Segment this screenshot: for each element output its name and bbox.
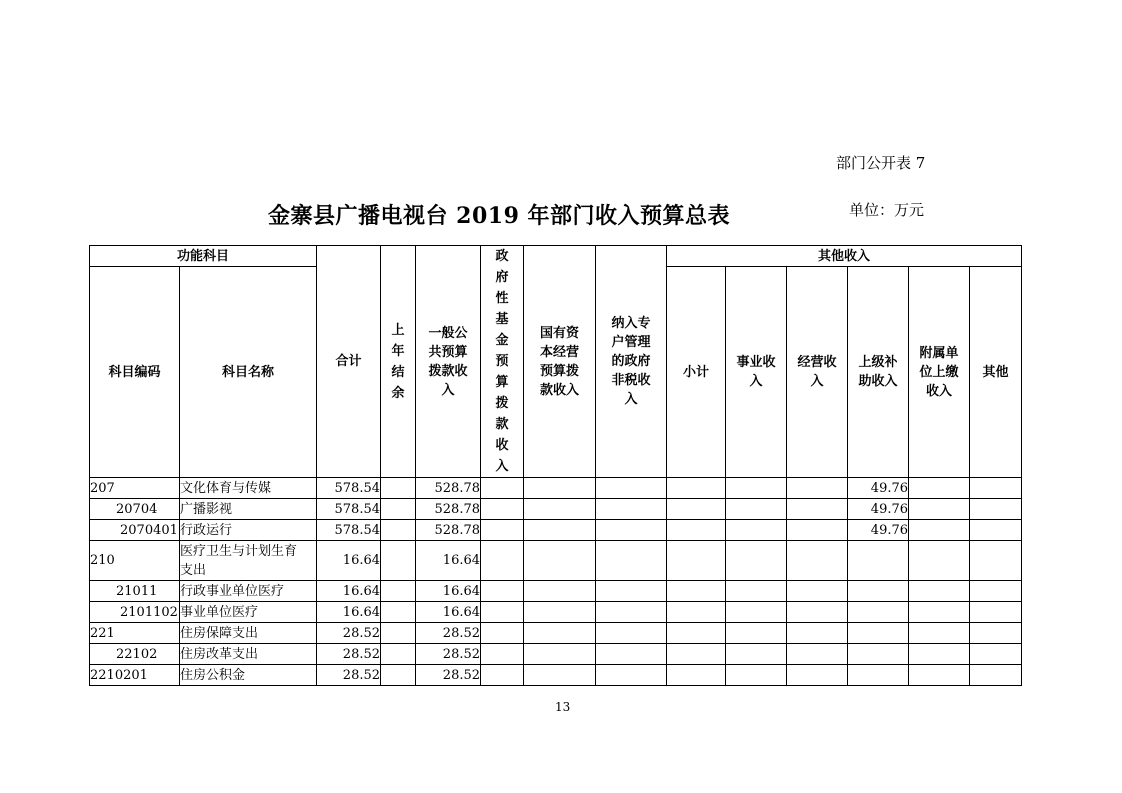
cell-general: 28.52	[416, 644, 481, 665]
cell-total: 16.64	[317, 602, 381, 623]
header-other-income: 其他收入	[667, 246, 1022, 267]
cell-other	[970, 520, 1022, 541]
cell-nontax	[596, 665, 667, 686]
header-operating-label: 经营收入	[797, 355, 837, 390]
cell-general: 28.52	[416, 623, 481, 644]
cell-affiliated	[909, 665, 970, 686]
cell-general: 528.78	[416, 520, 481, 541]
cell-gov-fund	[481, 478, 524, 499]
cell-business	[726, 623, 787, 644]
cell-nontax	[596, 499, 667, 520]
cell-business	[726, 644, 787, 665]
cell-name: 广播影视	[180, 499, 317, 520]
cell-carryover	[381, 478, 416, 499]
cell-gov-fund	[481, 644, 524, 665]
cell-general: 28.52	[416, 665, 481, 686]
header-carryover-label: 上年结余	[391, 322, 405, 401]
cell-subtotal	[667, 478, 726, 499]
cell-superior	[848, 602, 909, 623]
unit-label: 单位：万元	[849, 201, 925, 219]
cell-carryover	[381, 499, 416, 520]
cell-code: 22102	[90, 644, 180, 665]
cell-subtotal	[667, 499, 726, 520]
cell-carryover	[381, 644, 416, 665]
cell-gov-fund	[481, 665, 524, 686]
header-superior	[848, 267, 909, 478]
cell-other	[970, 581, 1022, 602]
cell-carryover	[381, 602, 416, 623]
cell-other	[970, 644, 1022, 665]
header-subtotal: 小计	[667, 267, 726, 478]
cell-nontax	[596, 520, 667, 541]
header-operating	[787, 267, 848, 478]
cell-nontax	[596, 623, 667, 644]
cell-nontax	[596, 541, 667, 581]
cell-business	[726, 541, 787, 581]
header-gov-fund-label: 政府性基金预算拨款收入	[495, 249, 509, 474]
cell-general: 16.64	[416, 541, 481, 581]
cell-code: 2070401	[90, 520, 180, 541]
cell-code: 2101102	[90, 602, 180, 623]
cell-business	[726, 499, 787, 520]
cell-state-capital	[524, 499, 596, 520]
header-affiliated	[909, 267, 970, 478]
cell-business	[726, 665, 787, 686]
cell-nontax	[596, 581, 667, 602]
table-row	[90, 581, 1022, 602]
cell-affiliated	[909, 602, 970, 623]
cell-nontax	[596, 644, 667, 665]
cell-state-capital	[524, 623, 596, 644]
cell-carryover	[381, 520, 416, 541]
cell-business	[726, 478, 787, 499]
cell-subtotal	[667, 520, 726, 541]
cell-superior	[848, 541, 909, 581]
budget-table	[89, 245, 1022, 686]
cell-operating	[787, 644, 848, 665]
cell-gov-fund	[481, 623, 524, 644]
cell-state-capital	[524, 665, 596, 686]
cell-general: 528.78	[416, 499, 481, 520]
cell-code: 210	[90, 541, 180, 581]
cell-superior	[848, 665, 909, 686]
cell-total: 28.52	[317, 644, 381, 665]
cell-code: 207	[90, 478, 180, 499]
cell-business	[726, 602, 787, 623]
cell-operating	[787, 520, 848, 541]
table-row	[90, 602, 1022, 623]
cell-affiliated	[909, 520, 970, 541]
cell-nontax	[596, 602, 667, 623]
cell-state-capital	[524, 602, 596, 623]
cell-total: 16.64	[317, 541, 381, 581]
table-row	[90, 499, 1022, 520]
cell-name: 行政运行	[180, 520, 317, 541]
cell-carryover	[381, 623, 416, 644]
cell-other	[970, 602, 1022, 623]
cell-total: 578.54	[317, 520, 381, 541]
cell-gov-fund	[481, 602, 524, 623]
cell-state-capital	[524, 541, 596, 581]
cell-affiliated	[909, 644, 970, 665]
header-total	[317, 246, 381, 478]
header-superior-label: 上级补助收入	[858, 355, 898, 390]
cell-nontax	[596, 478, 667, 499]
cell-subtotal	[667, 623, 726, 644]
cell-total: 28.52	[317, 623, 381, 644]
header-function-subject: 功能科目	[90, 246, 317, 267]
cell-state-capital	[524, 478, 596, 499]
cell-name: 事业单位医疗	[180, 602, 317, 623]
cell-subtotal	[667, 541, 726, 581]
cell-business	[726, 581, 787, 602]
cell-general: 528.78	[416, 478, 481, 499]
header-carryover	[381, 246, 416, 478]
cell-total: 16.64	[317, 581, 381, 602]
cell-superior	[848, 623, 909, 644]
cell-subtotal	[667, 644, 726, 665]
cell-other	[970, 499, 1022, 520]
cell-general: 16.64	[416, 581, 481, 602]
cell-other	[970, 478, 1022, 499]
header-state-capital-label: 国有资本经营预算拨款收入	[540, 325, 580, 398]
cell-operating	[787, 623, 848, 644]
cell-operating	[787, 478, 848, 499]
header-nontax-label: 纳入专户管理的政府非税收入	[611, 316, 651, 407]
cell-carryover	[381, 581, 416, 602]
cell-affiliated	[909, 478, 970, 499]
table-row	[90, 623, 1022, 644]
cell-code: 21011	[90, 581, 180, 602]
cell-state-capital	[524, 644, 596, 665]
cell-code: 2210201	[90, 665, 180, 686]
table-row	[90, 520, 1022, 541]
cell-name: 行政事业单位医疗	[180, 581, 317, 602]
cell-gov-fund	[481, 581, 524, 602]
cell-other	[970, 541, 1022, 581]
cell-superior: 49.76	[848, 520, 909, 541]
cell-name-text: 医疗卫生与计划生育支出	[180, 543, 298, 578]
header-business	[726, 267, 787, 478]
header-gov-fund	[481, 246, 524, 478]
cell-name: 文化体育与传媒	[180, 478, 317, 499]
cell-gov-fund	[481, 520, 524, 541]
cell-operating	[787, 581, 848, 602]
cell-state-capital	[524, 520, 596, 541]
cell-other	[970, 665, 1022, 686]
cell-superior: 49.76	[848, 478, 909, 499]
cell-superior	[848, 581, 909, 602]
cell-subtotal	[667, 602, 726, 623]
cell-carryover	[381, 541, 416, 581]
cell-code: 221	[90, 623, 180, 644]
cell-business	[726, 520, 787, 541]
header-other: 其他	[970, 267, 1022, 478]
cell-subtotal	[667, 665, 726, 686]
form-number: 部门公开表 7	[836, 154, 926, 172]
header-business-label: 事业收入	[736, 355, 776, 390]
cell-operating	[787, 499, 848, 520]
cell-gov-fund	[481, 499, 524, 520]
cell-operating	[787, 665, 848, 686]
cell-affiliated	[909, 499, 970, 520]
table-row	[90, 478, 1022, 499]
cell-gov-fund	[481, 541, 524, 581]
page-number: 13	[555, 700, 571, 714]
cell-operating	[787, 541, 848, 581]
cell-total: 578.54	[317, 499, 381, 520]
table-row	[90, 541, 1022, 581]
cell-subtotal	[667, 581, 726, 602]
header-general-budget	[416, 246, 481, 478]
cell-affiliated	[909, 541, 970, 581]
cell-affiliated	[909, 623, 970, 644]
cell-name	[180, 541, 317, 581]
header-total-label: 合计	[335, 354, 362, 369]
header-subject-name: 科目名称	[180, 267, 317, 478]
cell-general: 16.64	[416, 602, 481, 623]
cell-other	[970, 623, 1022, 644]
header-general-budget-label: 一般公共预算拨款收入	[428, 325, 468, 398]
cell-total: 578.54	[317, 478, 381, 499]
cell-carryover	[381, 665, 416, 686]
cell-state-capital	[524, 581, 596, 602]
cell-superior	[848, 644, 909, 665]
cell-affiliated	[909, 581, 970, 602]
cell-name: 住房公积金	[180, 665, 317, 686]
cell-name: 住房改革支出	[180, 644, 317, 665]
header-state-capital	[524, 246, 596, 478]
cell-total: 28.52	[317, 665, 381, 686]
header-nontax	[596, 246, 667, 478]
page-title: 金寨县广播电视台 2019 年部门收入预算总表	[268, 203, 731, 229]
table-row	[90, 644, 1022, 665]
header-affiliated-label: 附属单位上缴收入	[919, 345, 959, 399]
table-row	[90, 665, 1022, 686]
cell-name: 住房保障支出	[180, 623, 317, 644]
cell-superior: 49.76	[848, 499, 909, 520]
header-subject-code: 科目编码	[90, 267, 180, 478]
cell-code: 20704	[90, 499, 180, 520]
cell-operating	[787, 602, 848, 623]
